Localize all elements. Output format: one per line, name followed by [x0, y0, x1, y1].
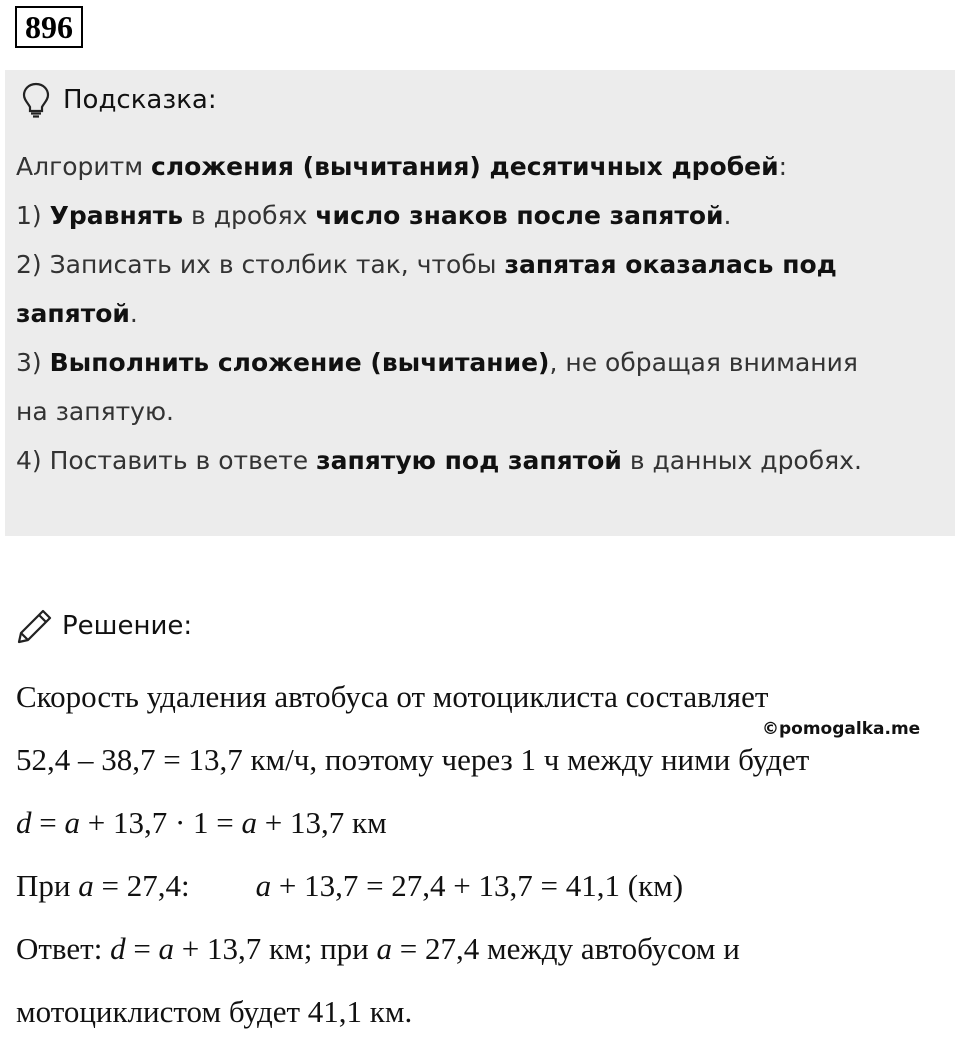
solution-header — [16, 604, 192, 648]
solution-line-1: Скорость удаления автобуса от мотоциклиста составляет — [16, 679, 769, 714]
hint-step-3: 3) Выполнить сложение (вычитание), не обращая внимания на запятую. — [16, 348, 858, 426]
hint-step-1: 1) Уравнять в дробях число знаков после запятой. — [16, 201, 732, 230]
hint-title: Подсказка: — [63, 85, 217, 115]
problem-number: 896 — [15, 6, 83, 48]
solution-title: Решение: — [62, 611, 193, 641]
solution-line-2: 52,4 – 38,7 = 13,7 км/ч, поэтому через 1 ч между ними будет — [16, 742, 810, 777]
solution-line-6: мотоциклистом будет 41,1 км. — [16, 994, 413, 1029]
pencil-icon — [16, 607, 54, 645]
hint-box — [5, 70, 955, 536]
hint-body — [16, 142, 936, 485]
solution-line-3: d = a + 13,7 · 1 = a + 13,7 км — [16, 805, 387, 840]
lightbulb-icon — [21, 82, 51, 118]
solution-line-4: При a = 27,4: a + 13,7 = 27,4 + 13,7 = 41,1 (км) — [16, 868, 684, 903]
solution-body — [16, 665, 946, 1043]
hint-step-2: 2) Записать их в столбик так, чтобы запятая оказалась под запятой. — [16, 250, 837, 328]
hint-header — [21, 80, 217, 120]
hint-step-4: 4) Поставить в ответе запятую под запятой в данных дробях. — [16, 446, 862, 475]
hint-intro: Алгоритм сложения (вычитания) десятичных дробей: — [16, 152, 788, 181]
solution-answer: Ответ: d = a + 13,7 км; при a = 27,4 между автобусом и — [16, 931, 740, 966]
watermark: ©pomogalka.me — [762, 719, 921, 739]
